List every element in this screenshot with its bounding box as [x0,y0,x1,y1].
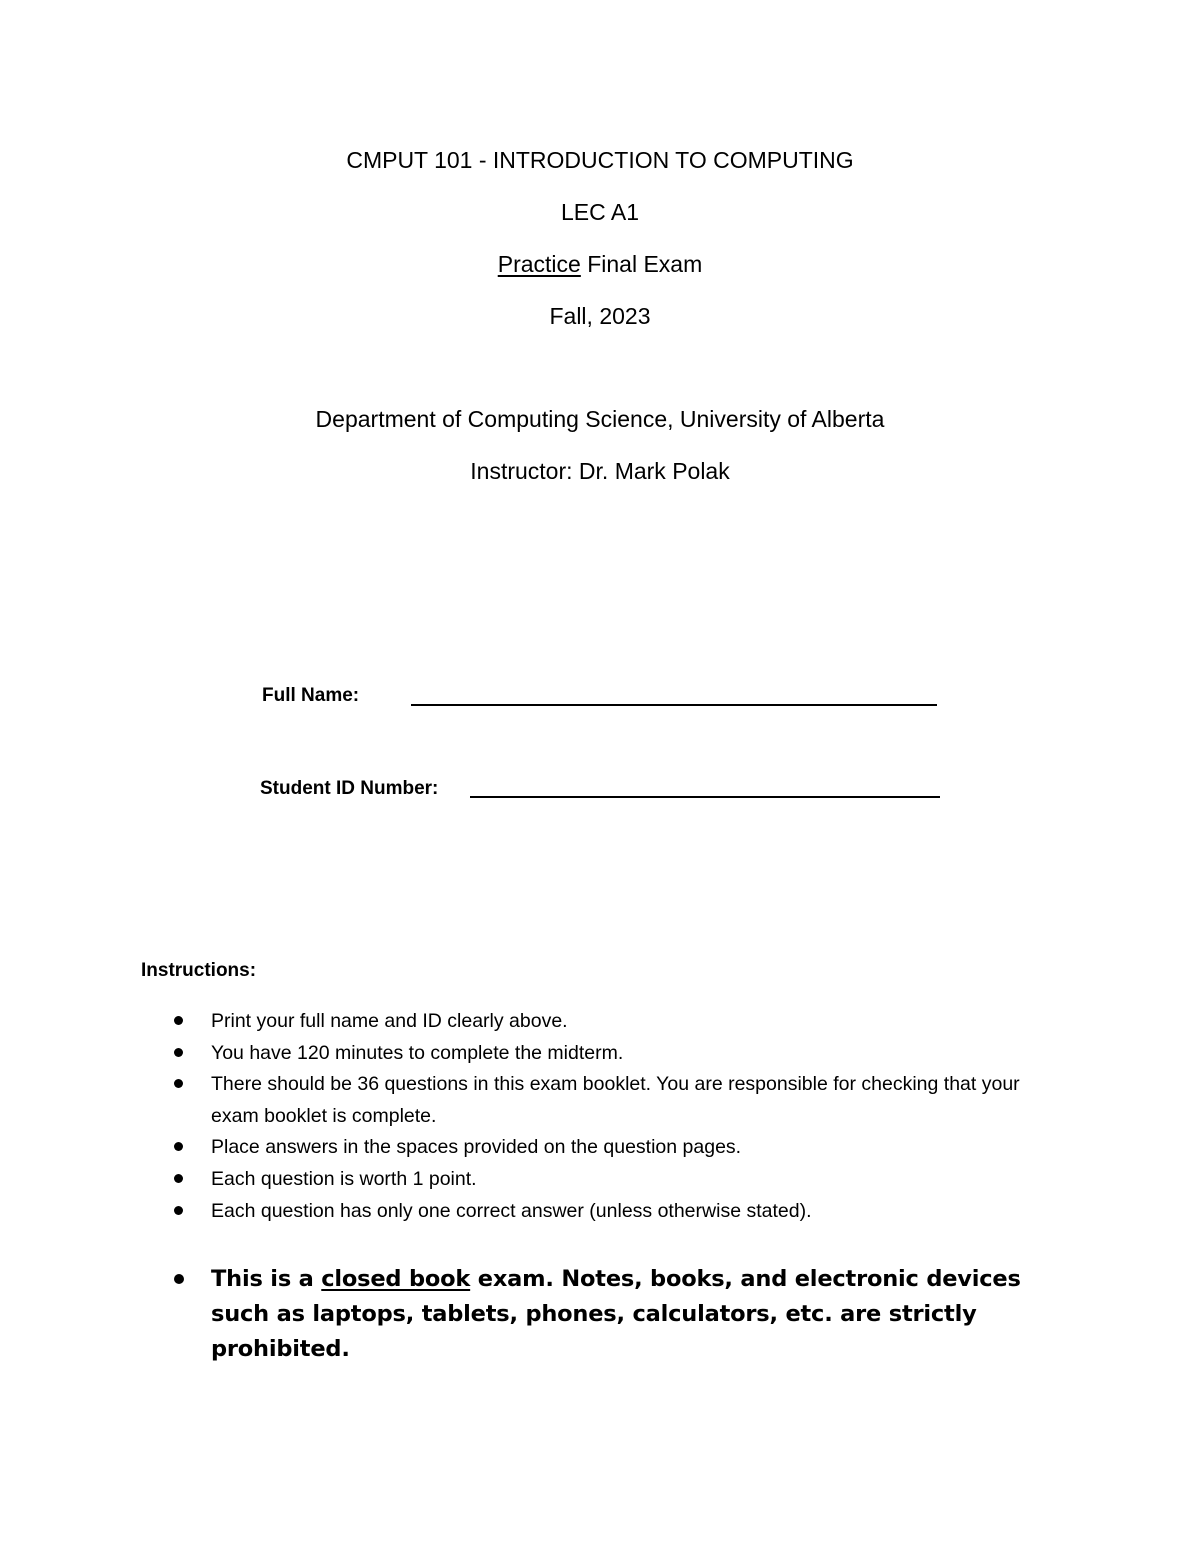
exam-term: Fall, 2023 [549,303,651,329]
student-id-field[interactable] [470,796,940,798]
list-item [170,1132,1070,1164]
instructor: Instructor: Dr. Mark Polak [470,458,730,484]
bullet-icon [174,1206,183,1215]
bullet-icon [174,1142,183,1151]
bullet-icon [174,1079,183,1088]
list-item [170,1196,1070,1228]
full-name-field[interactable] [411,704,937,706]
exam-type-underlined: Practice [497,251,581,277]
instruction-text: Each question has only one correct answer (unless otherwise stated). [211,1199,812,1222]
notice-suffix: exam. Notes, books, and electronic devices such as laptops, tablets, phones, calculators, etc. are strictly prohibited. [211,1266,1029,1362]
full-name-label: Full Name: [262,685,360,706]
list-item [170,1069,1070,1132]
bullet-icon [174,1274,184,1284]
instructions-heading: Instructions: [141,960,257,981]
instruction-text: You have 120 minutes to complete the midterm. [211,1041,624,1064]
bullet-icon [174,1048,183,1057]
exam-type-rest: Final Exam [580,251,703,277]
notice-prefix: This is a [211,1266,322,1292]
exam-type [0,250,1200,278]
student-id-label: Student ID Number: [260,778,439,799]
list-item [170,1164,1070,1196]
instruction-text: There should be 36 questions in this exam booklet. You are responsible for checking that your exam booklet is complete. [211,1073,1020,1127]
instruction-text: Print your full name and ID clearly above. [211,1010,568,1032]
department: Department of Computing Science, University of Alberta [315,406,885,432]
notice-underlined: closed book [321,1266,471,1292]
list-item [170,1006,1070,1038]
instruction-text: Place answers in the spaces provided on the question pages. [211,1136,742,1159]
course-title: CMPUT 101 - INTRODUCTION TO COMPUTING [346,147,854,173]
instruction-text: Each question is worth 1 point. [211,1167,477,1190]
list-item [170,1038,1070,1070]
section-code: LEC A1 [561,199,639,225]
bullet-icon [174,1174,183,1183]
instructions-list [170,1006,1070,1227]
bullet-icon [174,1016,183,1025]
closed-book-notice [170,1262,1070,1367]
